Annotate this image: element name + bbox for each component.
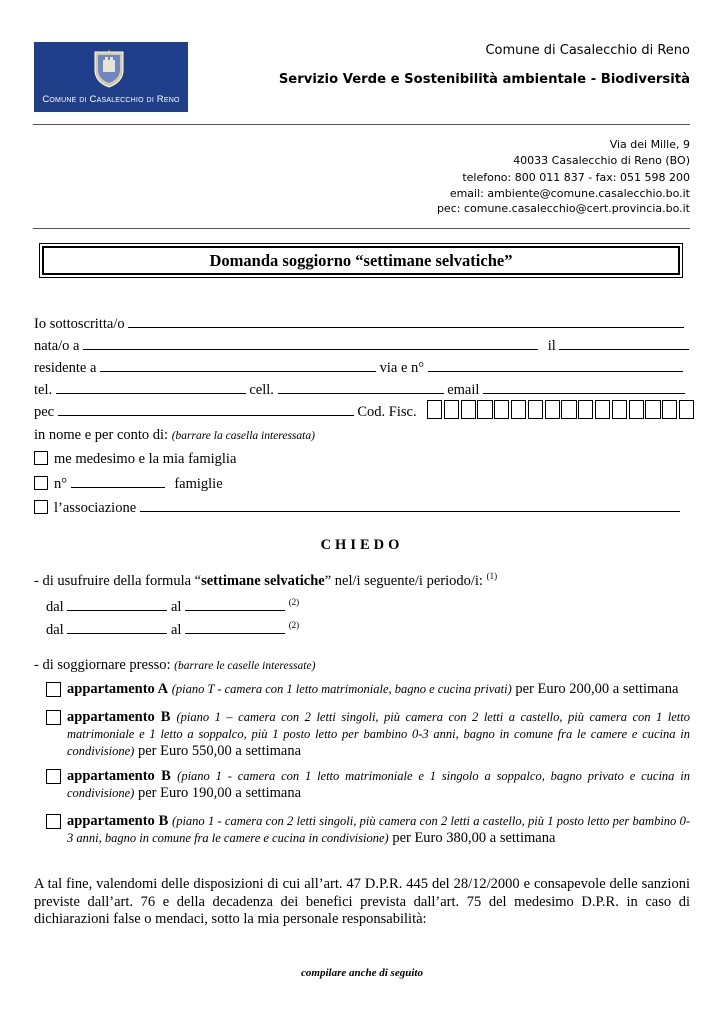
- codice-fiscale-boxes: [427, 400, 696, 420]
- conto-label: in nome e per conto di:: [34, 427, 169, 443]
- usufruire-prefix: - di usufruire della formula “: [34, 573, 202, 589]
- option-n-label: n°: [54, 476, 68, 492]
- contact-block: [437, 170, 690, 217]
- row-soggiornare: [34, 656, 315, 675]
- nato-label: nata/o a: [34, 338, 80, 354]
- apartment-checkbox[interactable]: [46, 710, 61, 725]
- tel-label: tel.: [34, 382, 53, 398]
- sottoscritto-field[interactable]: [128, 314, 684, 328]
- chiedo-heading: CHIEDO: [320, 537, 404, 553]
- al-label: al: [170, 599, 182, 615]
- residente-field[interactable]: [100, 358, 376, 372]
- soggiornare-label: - di soggiornare presso:: [34, 657, 171, 673]
- option-me-label: me medesimo e la mia famiglia: [54, 451, 237, 467]
- option-assoc-label: l’associazione: [54, 500, 137, 516]
- dal-date-field[interactable]: [67, 597, 167, 611]
- assoc-name-field[interactable]: [140, 498, 680, 512]
- cf-char-box[interactable]: [444, 400, 459, 419]
- sottoscritto-label: Io sottoscritta/o: [34, 316, 125, 332]
- apartment-description: (piano 1 – camera con 2 letti singoli, più camera con 2 letti a castello, più camera con 1 letto matrimoniale e 1 letto a soppalco, più 1 posto letto per bambino 0-3 anni, bagno in comune fra le camere e cucina in condivisione): [67, 710, 691, 758]
- cf-char-box[interactable]: [578, 400, 593, 419]
- apartment-name: appartamento A: [67, 681, 169, 697]
- row-contatti: [34, 380, 685, 399]
- header-divider: [33, 124, 690, 125]
- apartment-name: appartamento B: [67, 813, 169, 829]
- footnote-1-marker: (1): [486, 571, 498, 581]
- al-date-field[interactable]: [185, 620, 285, 634]
- row-residente: [34, 358, 683, 377]
- form-title-box: [39, 243, 683, 278]
- municipality-name: Comune di Casalecchio di Reno: [485, 43, 690, 58]
- cf-char-box[interactable]: [679, 400, 694, 419]
- contact-pec: pec: comune.casalecchio@cert.provincia.bo.it: [436, 202, 690, 215]
- cell-label: cell.: [249, 382, 274, 398]
- al-label: al: [170, 622, 182, 638]
- address-street: Via dei Mille, 9: [609, 138, 690, 151]
- apartment-description: (piano T - camera con 1 letto matrimoniale, bagno e cucina privati): [171, 682, 512, 696]
- codfisc-label: Cod. Fisc.: [357, 404, 417, 420]
- option-apartment-b1: [46, 709, 690, 761]
- apartment-price: per Euro 190,00 a settimana: [137, 785, 302, 801]
- via-label: via e n°: [379, 360, 425, 376]
- declaration-paragraph: A tal fine, valendomi delle disposizioni di cui all’art. 47 D.P.R. 445 del 28/12/2000 e consapevole delle sanzioni previste dall’art. 76 e della decadenza dei benefici prevista dall’art. 75 del medesimo D.P.R. in caso di dichiarazioni false o mendaci, sotto la mia personale responsabilità:: [34, 876, 690, 927]
- cf-char-box[interactable]: [511, 400, 526, 419]
- apartment-name: appartamento B: [67, 768, 171, 784]
- apartment-price: per Euro 550,00 a settimana: [137, 743, 302, 759]
- row-periodo-1: [46, 593, 299, 616]
- apartment-checkbox[interactable]: [46, 769, 61, 784]
- usufruire-bold: settimane selvatiche: [201, 573, 325, 589]
- cf-char-box[interactable]: [629, 400, 644, 419]
- contact-email: email: ambiente@comune.casalecchio.bo.it: [449, 186, 690, 200]
- footnote-2-marker: (2): [288, 597, 300, 607]
- row-option-assoc: [34, 498, 680, 517]
- option-famiglie-checkbox[interactable]: [34, 476, 48, 490]
- soggiornare-note: (barrare le caselle interessate): [174, 660, 316, 672]
- usufruire-suffix: ” nel/i seguente/i periodo/i:: [324, 573, 483, 589]
- cf-char-box[interactable]: [427, 400, 442, 419]
- dal-label: dal: [46, 599, 64, 615]
- coat-of-arms-icon: [92, 48, 126, 88]
- row-usufruire: [34, 567, 497, 590]
- apartment-description: (piano 1 - camera con 2 letti singoli, più camera con 2 letti a castello, più 1 posto letto per bambino 0-3 anni, bagno in comune fra le camere e cucina in condivisione): [67, 814, 690, 845]
- cell-field[interactable]: [278, 380, 444, 394]
- option-apartment-b3: [46, 813, 690, 847]
- cf-char-box[interactable]: [545, 400, 560, 419]
- row-periodo-2: [46, 616, 299, 639]
- continue-note: compilare anche di seguito: [301, 967, 423, 979]
- logo-text: Comune di Casalecchio di Reno: [42, 94, 180, 105]
- dal-label: dal: [46, 622, 64, 638]
- row-pec: [34, 402, 417, 421]
- famiglie-count-field[interactable]: [71, 474, 165, 488]
- pec-label: pec: [34, 404, 55, 420]
- option-me-checkbox[interactable]: [34, 451, 48, 465]
- address-block: [513, 137, 690, 168]
- apartment-description: (piano 1 - camera con 1 letto matrimoniale e 1 singolo a soppalco, bagno privato e cucina in condivisione): [67, 769, 690, 800]
- email-field[interactable]: [483, 380, 685, 394]
- row-conto: [34, 426, 315, 445]
- tel-field[interactable]: [56, 380, 246, 394]
- nato-field[interactable]: [83, 336, 538, 350]
- conto-note: (barrare la casella interessata): [171, 430, 315, 442]
- apartment-name: appartamento B: [67, 709, 171, 725]
- contact-divider: [33, 228, 690, 229]
- apartment-checkbox[interactable]: [46, 814, 61, 829]
- cf-char-box[interactable]: [461, 400, 476, 419]
- residente-label: residente a: [34, 360, 97, 376]
- option-apartment-a: [46, 681, 690, 699]
- cf-char-box[interactable]: [561, 400, 576, 419]
- service-name: Servizio Verde e Sostenibilità ambientale - Biodiversità: [278, 72, 690, 87]
- row-option-me: [34, 450, 236, 468]
- birth-date-field[interactable]: [559, 336, 689, 350]
- row-nato: [34, 336, 689, 355]
- municipality-logo: [34, 42, 188, 112]
- cf-char-box[interactable]: [645, 400, 660, 419]
- row-option-famiglie: [34, 474, 223, 493]
- apartment-price: per Euro 380,00 a settimana: [392, 830, 556, 846]
- footnote-2-marker: (2): [288, 620, 300, 630]
- email-label: email: [447, 382, 480, 398]
- option-apartment-b2: [46, 768, 690, 802]
- option-assoc-checkbox[interactable]: [34, 500, 48, 514]
- via-field[interactable]: [428, 358, 683, 372]
- cf-char-box[interactable]: [477, 400, 492, 419]
- address-city: 40033 Casalecchio di Reno (BO): [513, 153, 690, 167]
- apartment-price: per Euro 200,00 a settimana: [515, 681, 679, 697]
- cf-char-box[interactable]: [662, 400, 677, 419]
- row-sottoscritto: [34, 314, 684, 333]
- cf-char-box[interactable]: [528, 400, 543, 419]
- dal-date-field[interactable]: [67, 620, 167, 634]
- pec-field[interactable]: [58, 402, 354, 416]
- il-label: il: [547, 338, 556, 354]
- form-title: Domanda soggiorno “settimane selvatiche”: [209, 250, 513, 270]
- option-famiglie-label: famiglie: [174, 476, 223, 492]
- cf-char-box[interactable]: [612, 400, 627, 419]
- apartment-checkbox[interactable]: [46, 682, 61, 697]
- cf-char-box[interactable]: [595, 400, 610, 419]
- al-date-field[interactable]: [185, 597, 285, 611]
- cf-char-box[interactable]: [494, 400, 509, 419]
- contact-phone: telefono: 800 011 837 - fax: 051 598 200: [462, 171, 690, 184]
